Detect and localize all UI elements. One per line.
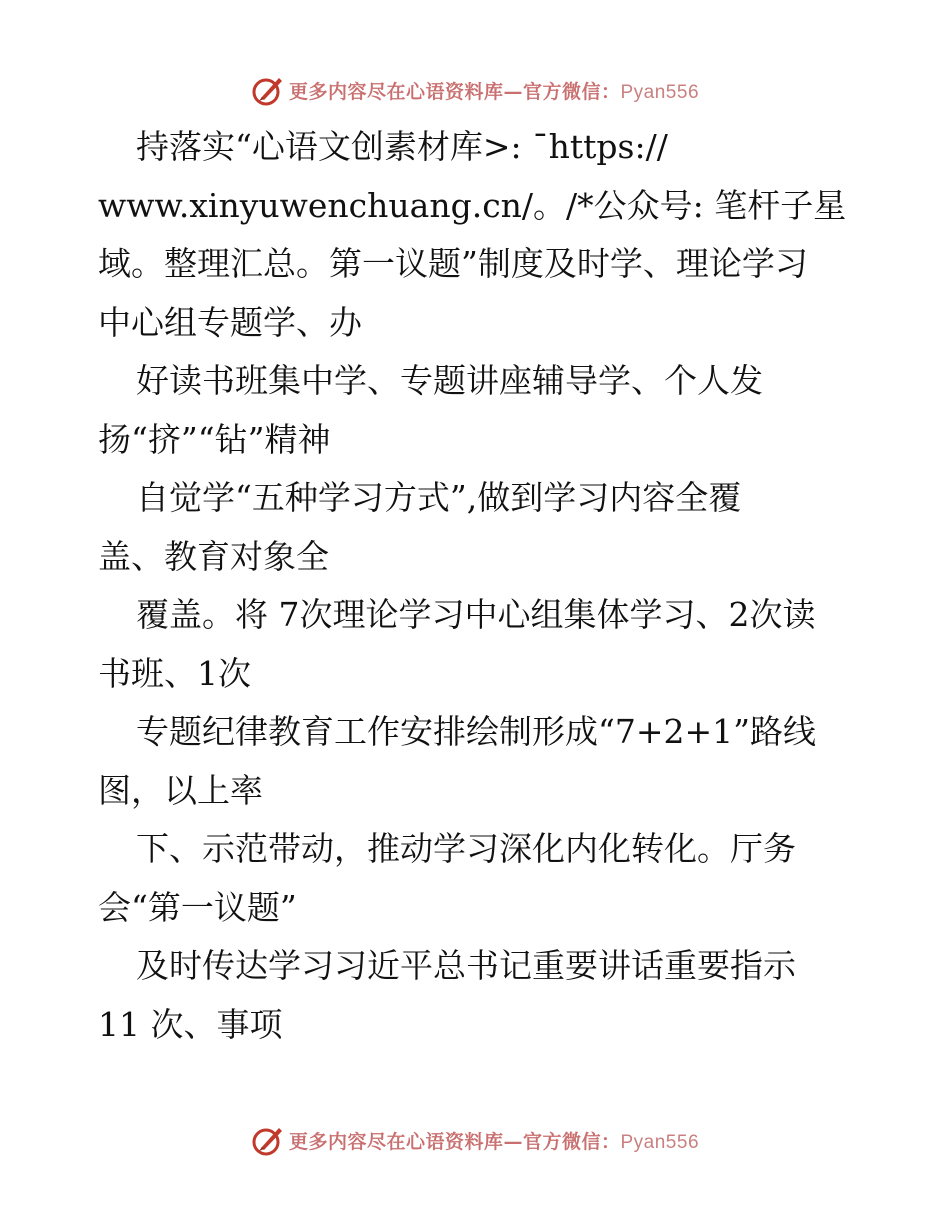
banner-label — [289, 1127, 699, 1154]
header-banner — [0, 70, 950, 110]
banner-text: 更多内容尽在心语资料库—官方微信： — [288, 1130, 621, 1153]
document-body — [98, 118, 878, 1054]
text-line: 好读书班集中学、专题讲座辅导学、个人发 — [136, 361, 763, 400]
text-line: 域。整理汇总。第一议题”制度及时学、理论学习 — [98, 244, 808, 283]
text-line: 持落实“心语文创素材库>: ¯https:// — [136, 127, 668, 166]
footer-banner — [0, 1120, 950, 1160]
text-line: 覆盖。将 7次理论学习中心组集体学习、2次读 — [136, 595, 816, 634]
text-line: 专题纪律教育工作安排绘制形成“7+2+1”路线 — [136, 712, 817, 751]
text-line: www.xinyuwenchuang.cn/。/*公众号: 笔杆子星 — [98, 185, 847, 225]
text-line: 及时传达学习习近平总书记重要讲话重要指示 — [136, 946, 796, 985]
quill-logo-icon — [251, 73, 285, 107]
text-line: 书班、1次 — [98, 653, 251, 693]
text-line: 自觉学“五种学习方式”,做到学习内容全覆 — [136, 478, 742, 517]
banner-text: 更多内容尽在心语资料库—官方微信： — [288, 80, 621, 103]
text-line: 下、示范带动，推动学习深化内化转化。厅务 — [136, 829, 796, 868]
text-line: 盖、教育对象全 — [98, 536, 329, 576]
quill-logo-icon — [251, 1123, 285, 1157]
text-line: 图，以上率 — [98, 770, 263, 810]
banner-wechat-id: Pyan556 — [620, 1131, 700, 1153]
banner-label — [289, 77, 699, 104]
text-line: 11 次、事项 — [98, 1004, 283, 1044]
text-line: 会“第一议题” — [98, 887, 297, 927]
text-line: 扬“挤”“钻”精神 — [98, 419, 331, 459]
text-line: 中心组专题学、办 — [98, 302, 362, 342]
banner-wechat-id: Pyan556 — [620, 81, 700, 103]
